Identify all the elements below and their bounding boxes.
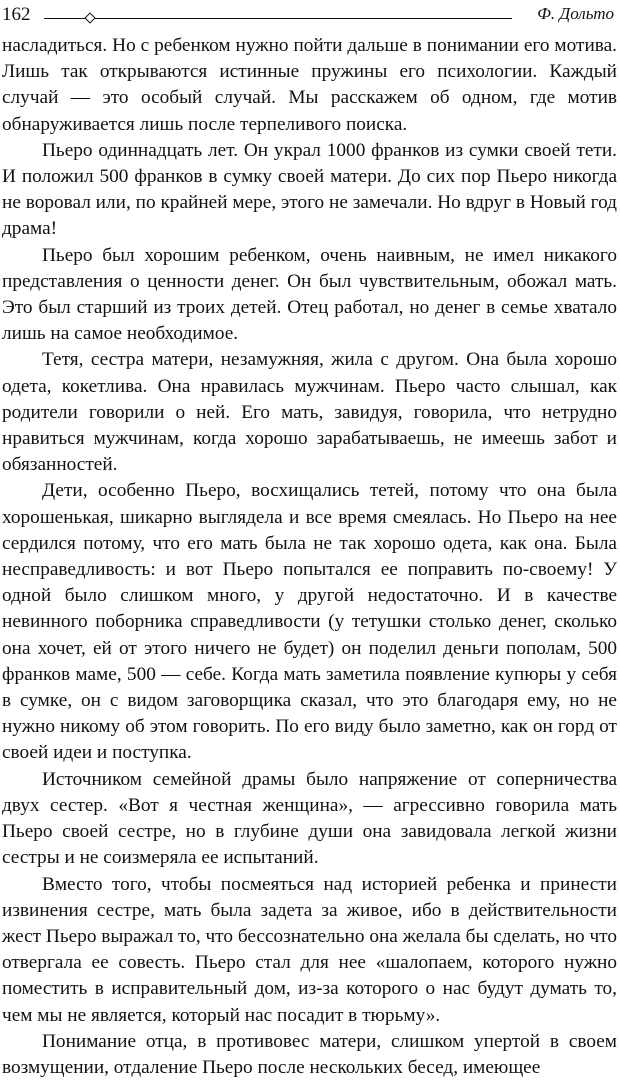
paragraph-7: Вместо того, чтобы посмеяться над историей ребенка и принести извинения сестре, мать была задета за живое, ибо в действительности жест Пьеро выражал то, что бессознательно она желала бы сделать, но что отвергала ее совесть. Пьеро стал для нее «шалопаем, которого нужно поместить в исправительный дом, из-за которого о нас будут думать то, чем мы не является, который нас посадит в тюрьму». xyxy=(2,873,617,1026)
header-rule xyxy=(44,18,512,19)
page-header xyxy=(0,0,620,30)
paragraph-5: Дети, особенно Пьеро, восхищались тетей, потому что она была хорошенькая, шикарно выглядела и все время смеялась. Но Пьеро на нее сердился потому, что его мать была не так хорошо одета, как она. Была несправедливость: и вот Пьеро попытался ее поправить по-своему! У одной было слишком много, у другой недостаточно. И в качестве невинного поборника справедливости (у тетушки столько денег, сколько она хочет, ей от этого ничего не будет) он поделил деньги пополам, 500 франков маме, 500 — себе. Когда мать заметила появление купюры у себя в сумке, он с видом заговорщика сказал, что это благодаря ему, но не нужно никому об этом говорить. По его виду было заметно, как он горд от своей идеи и поступка. xyxy=(2,480,617,764)
diamond-ornament-icon xyxy=(84,12,95,23)
paragraph-3: Пьеро был хорошим ребенком, очень наивным, не имел никакого представления о ценности денег. Он был чувствительным, обожал мать. Это был старший из троих детей. Отец работал, но денег в семье хватало лишь на самое необходимое. xyxy=(2,244,617,345)
page-number: 162 xyxy=(2,4,31,25)
running-head-author: Ф. Дольто xyxy=(537,4,614,23)
body-text xyxy=(2,33,617,1081)
paragraph-8: Понимание отца, в противовес матери, слишком упертой в своем возмущении, отдаление Пьеро после нескольких бесед, имеющее xyxy=(2,1030,617,1078)
paragraph-1: насладиться. Но с ребенком нужно пойти дальше в понимании его мотива. Лишь так открываются истинные пружины его психологии. Каждый случай — это особый случай. Мы расскажем об одном, где мотив обнаруживается лишь после терпеливого поиска. xyxy=(2,35,617,135)
paragraph-6: Источником семейной драмы было напряжение от соперничества двух сестер. «Вот я честная женщина», — агрессивно говорила мать Пьеро своей сестре, но в глубине души она завидовала легкой жизни сестры и не соизмеряла ее испытаний. xyxy=(2,768,617,869)
paragraph-4: Тетя, сестра матери, незамужняя, жила с другом. Она была хорошо одета, кокетлива. Она нравилась мужчинам. Пьеро часто слышал, как родители говорили о ней. Его мать, завидуя, говорила, что нетрудно нравиться мужчинам, когда хорошо зарабатываешь, не имеешь забот и обязанностей. xyxy=(2,349,617,476)
paragraph-2: Пьеро одиннадцать лет. Он украл 1000 франков из сумки своей тети. И положил 500 франков в сумку своей матери. До сих пор Пьеро никогда не воровал или, по крайней мере, этого не замечали. Но вдруг в Новый год драма! xyxy=(2,139,617,240)
